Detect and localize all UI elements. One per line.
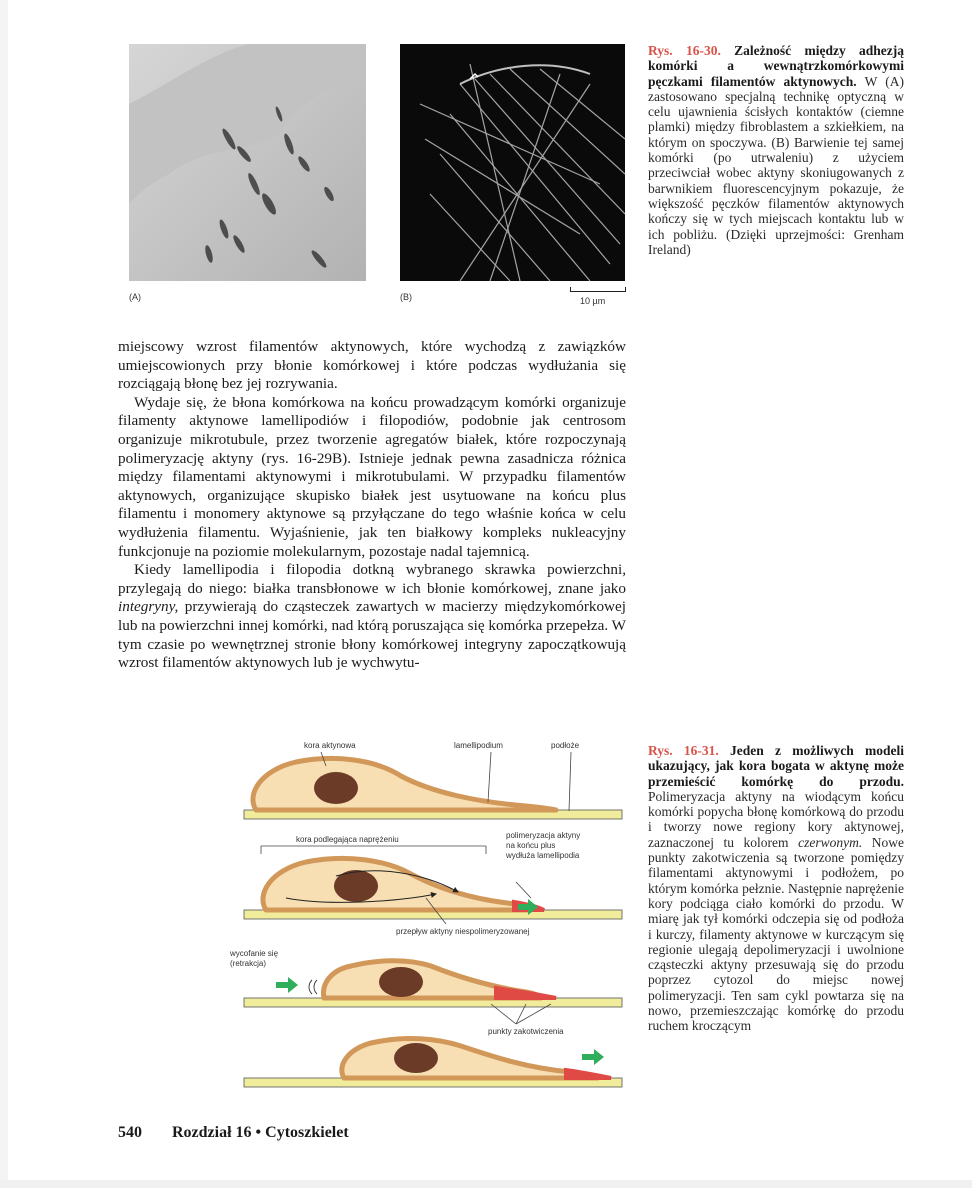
label-cortex: kora aktynowa bbox=[304, 741, 356, 750]
figure-16-31-text-start: Polimeryzacja aktyny na wiodącym końcu komórki popycha błonę komórkową do przodu i tworzy nowe regiony kory aktynowej, zaznaczonej tu kolorem bbox=[648, 788, 904, 850]
figure-16-30-caption bbox=[648, 43, 904, 257]
page-edge bbox=[0, 0, 8, 1188]
label-retraction-1: wycofanie się bbox=[230, 949, 279, 958]
paragraph-3-start: Kiedy lamellipodia i filopodia dotkną wybranego skrawka powierzchni, przylegają do niego: białka transbłonowe w ich błonie komórkowej, znane jako bbox=[118, 561, 626, 597]
paragraph-3-term: integryny, bbox=[118, 598, 179, 616]
label-polymerization-2: na końcu plus bbox=[506, 841, 556, 850]
page-edge-bottom bbox=[0, 1180, 972, 1188]
label-retraction-2: (retrakcja) bbox=[230, 959, 267, 968]
figure-16-31-title: Jeden z możliwych modeli ukazujący, jak kora bogata w aktynę może przemieścić komórkę do przodu. bbox=[648, 743, 904, 789]
chapter-title: Rozdział 16 • Cytoszkielet bbox=[172, 1124, 349, 1141]
stage-1 bbox=[244, 741, 622, 819]
label-polymerization-3: wydłuża lamellipodia bbox=[506, 851, 580, 860]
figure-16-30-text: W (A) zastosowano specjalną technikę optyczną w celu ujawnienia ścisłych kontaktów (ciemne plamki) między fibroblastem a szkiełkiem, na którym on spoczywa. (B) Barwienie tej samej komórki (po utrwaleniu) z użyciem przeciwciał wobec aktyny skoniugowanych z barwnikiem fluorescencyjnym pokazuje, że większość pęczków filamentów aktynowych kończy się w tych miejscach kontaktu lub w ich pobliżu. (Dzięki uprzejmości: Grenham Ireland) bbox=[648, 73, 904, 257]
label-anchor-points: punkty zakotwiczenia bbox=[488, 1027, 564, 1036]
cell-crawling-diagram bbox=[226, 734, 626, 1089]
page-footer bbox=[118, 1124, 349, 1142]
label-tension-cortex: kora podlegająca naprężeniu bbox=[296, 835, 399, 844]
green-arrow-icon bbox=[582, 1049, 604, 1065]
new-cortex-4 bbox=[566, 1070, 611, 1078]
figure-16-30-title: Zależność między adhezją komórki a wewnątrzkomórkowymi pęczkami filamentów aktynowych. bbox=[648, 43, 904, 89]
label-polymerization-1: polimeryzacja aktyny bbox=[506, 831, 581, 840]
page-number: 540 bbox=[118, 1124, 142, 1141]
paragraph-2: Wydaje się, że błona komórkowa na końcu prowadzącym komórki organizuje filamenty aktynowe lamellipodiów i filopodiów, podobnie jak centrosom organizuje mikrotubule, przez tworzenie agregatów białek, które rozpoczynają polimeryzację aktyny (rys. 16-29B). Istnieje jednak pewna zasadnicza różnica między filamentami aktynowymi i mikrotubulami. W przypadku filamentów aktynowych, organizujące skupisko białek jest usytuowane na końcu plus filamentu i monomery aktynowe są przyłączane do tego właśnie końca w celu wydłużenia filamentu. Wyjaśnienie, jak ten białkowy kompleks nukleacyjny funkcjonuje na poziomie molekularnym, pozostaje nadal tajemnicą. bbox=[118, 393, 626, 560]
figure-16-31-diagram bbox=[226, 734, 626, 1089]
label-flow: przepływ aktyny niespolimeryzowanej bbox=[396, 927, 530, 936]
interference-reflection-image bbox=[129, 44, 366, 281]
micrograph-panel-b bbox=[400, 44, 625, 281]
scale-bar bbox=[570, 287, 626, 292]
cell-4 bbox=[342, 1039, 598, 1078]
figure-16-31-text-color: czerwonym. bbox=[798, 834, 863, 850]
nucleus-1 bbox=[314, 772, 358, 804]
scale-bar-label: 10 µm bbox=[580, 296, 606, 306]
paragraph-1: miejscowy wzrost filamentów aktynowych, które wychodzą z zawiązków umiejscowionych przy błonie komórkowej i które podczas wydłużania się rozciągają błonę bez jej rozrywania. bbox=[118, 338, 626, 393]
cell-2 bbox=[263, 858, 531, 910]
figure-16-31-text-end: Nowe punkty zakotwiczenia są tworzone pomiędzy filamentami aktynowymi i podłożem, po którym komórka pełznie. Następnie naprężenie kory podciąga ciało komórki do przodu. W miarę jak tył komórki odczepia się od podłoża i kurczy, filamenty aktynowe w kurczącym się regionie ulegają depolimeryzacji i uwolnione cząsteczki aktyny przesuwają się do przodu poprzez cytozol do miejsc nowej polimeryzacji. Ten sam cykl powtarza się na nowo, przemieszczając komórkę do przodu ruchem kroczącym bbox=[648, 834, 904, 1034]
panel-b-label: (B) bbox=[400, 292, 412, 302]
paragraph-3 bbox=[118, 561, 626, 673]
body-text bbox=[118, 338, 626, 673]
paragraph-3-end: przywierają do cząsteczek zawartych w macierzy międzykomórkowej lub na powierzchni innej komórki, nad którą poruszająca się komórka przepełza. W tym czasie po wewnętrznej stronie błony komórkowej integryny zapoczątkowują wzrost filamentów aktynowych lub je wychwytu- bbox=[118, 598, 626, 672]
stage-2 bbox=[244, 831, 622, 936]
figure-16-31-caption bbox=[648, 743, 904, 1034]
green-arrow-icon bbox=[276, 977, 298, 993]
stage-4 bbox=[244, 1039, 622, 1087]
fluorescence-actin-image bbox=[400, 44, 625, 281]
nucleus-4 bbox=[394, 1043, 438, 1073]
label-substrate: podłoże bbox=[551, 741, 580, 750]
label-lamellipodium: lamellipodium bbox=[454, 741, 503, 750]
figure-16-31-number: Rys. 16-31. bbox=[648, 743, 719, 758]
stage-3 bbox=[229, 949, 622, 1036]
cell-1 bbox=[253, 758, 556, 810]
panel-a-label: (A) bbox=[129, 292, 141, 302]
figure-16-30-number: Rys. 16-30. bbox=[648, 43, 721, 58]
nucleus-3 bbox=[379, 967, 423, 997]
micrograph-panel-a bbox=[129, 44, 366, 281]
